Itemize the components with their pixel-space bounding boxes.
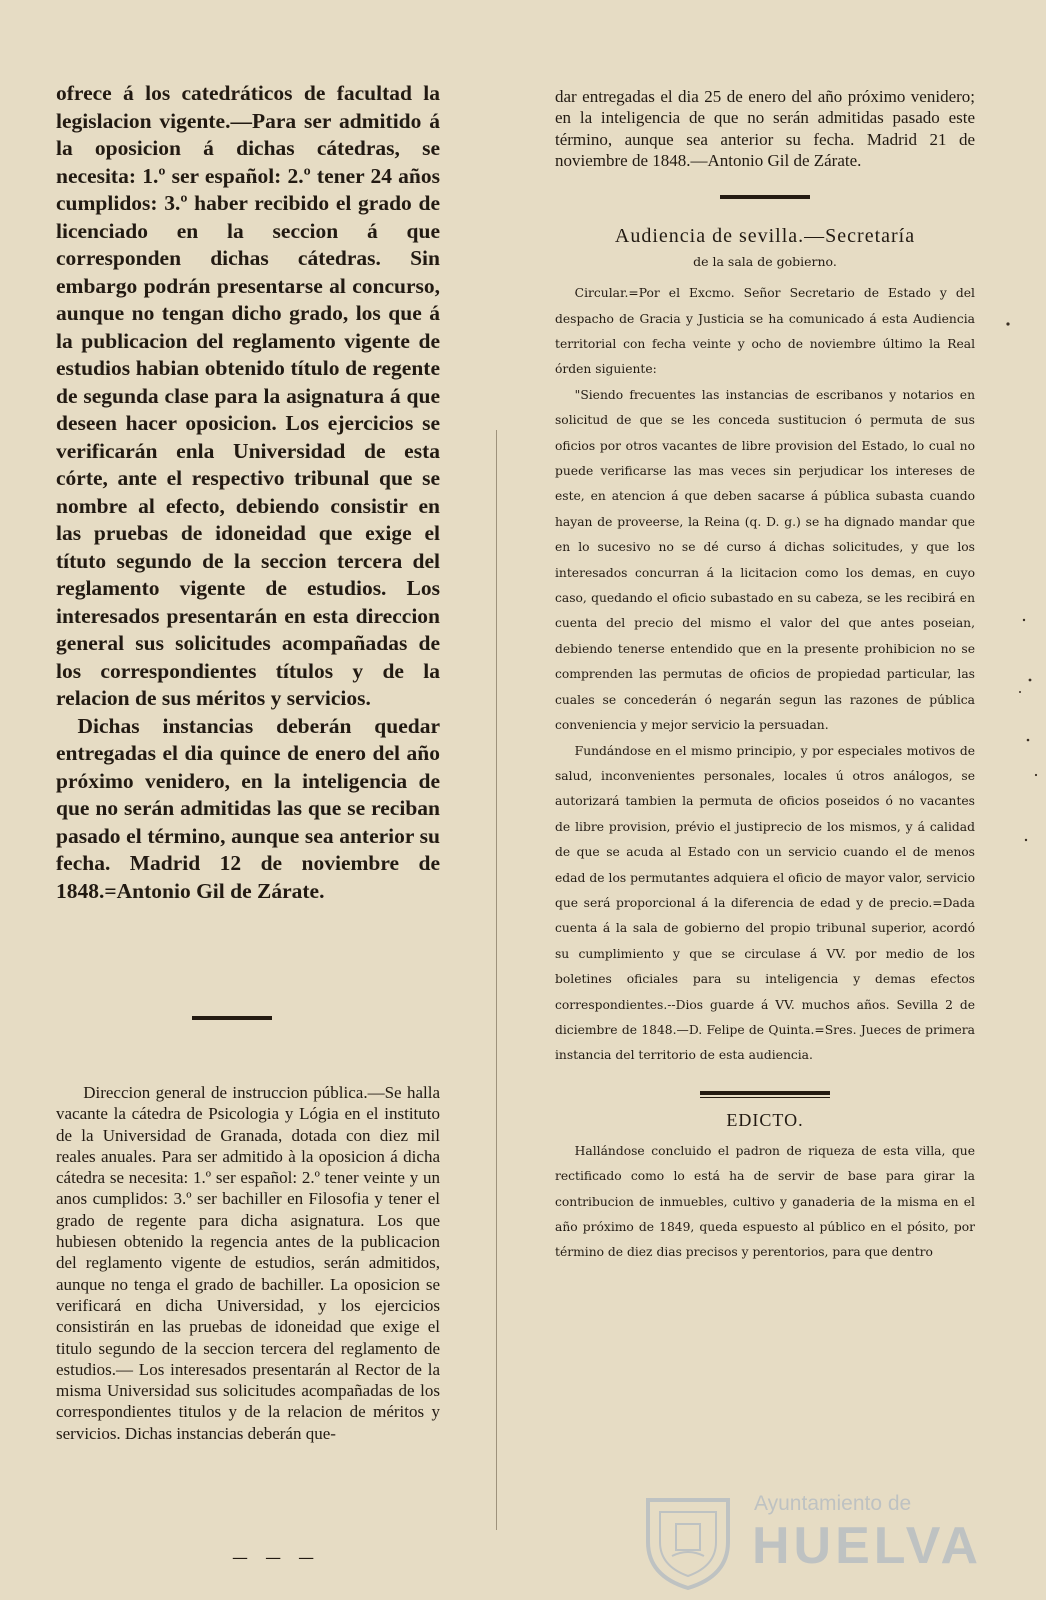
edict-separator-rule xyxy=(700,1091,830,1095)
edict-title: EDICTO. xyxy=(726,1109,804,1130)
huelva-city-seal-icon xyxy=(636,1490,740,1590)
instruccion-publica-notice: Direccion general de instruccion pública.—Se halla vacante la cátedra de Psicologia y Lógia en el instituto de la Universidad de Granada, dotada con diez mil reales anuales. Para ser admitido à la oposicion á dicha cátedra se necesita: 1.º ser español: 2.º tener veinte y un anos cumplidos: 3.º ser bachiller en Filosofia y tener el grado de regente para dicha asignatura. Los que hubiesen obtenido la regencia antes de la publicacion del reglamento vigente de estudios, serán admitidos, aunque no tenga el grado de bachiller. La oposicion se verificará en dicha Universidad, y los ejercicios consistirán en las pruebas de idoneidad que exige el titulo segundo de la seccion tercera del reglamento de estudios.— Los interesados presentarán al Rector de la misma Universidad sus solicitudes acompañadas de los correspondientes titulos y de la relacion de méritos y servicios. Dichas instancias deberán que- xyxy=(56,1083,440,1443)
bottom-dashes: — — — xyxy=(232,1548,321,1567)
right-continuation: dar entregadas el dia 25 de enero del año próximo venidero; en la inteligencia de que no serán admitidas pasado este término, aunque sea anterior su fecha. Madrid 21 de noviembre de 1848.—Antonio Gil de Zárate. xyxy=(555,87,975,170)
section-subtitle: de la sala de gobierno. xyxy=(693,254,837,270)
watermark-line-2: HUELVA xyxy=(752,1517,983,1575)
left-second-notice xyxy=(56,1082,440,1444)
edict-text: Hallándose concluido el padron de riqueza de esta villa, que rectificado como lo está ha de servir de base para girar la contribucion de inmuebles, cultivo y ganaderia de la misma en el año próximo de 1849, queda espuesto al público en el pósito, por término de diez dias precisos y perentorios, para que dentro xyxy=(555,1143,975,1260)
edict-separator-thin-rule xyxy=(700,1097,830,1098)
left-column xyxy=(56,80,440,905)
watermark xyxy=(636,1490,983,1590)
fundandose-paragraph: Fundándose en el mismo principio, y por especiales motivos de salud, inconvenientes personales, locales ú otros análogos, se autorizará tambien la permuta de oficios poseidos ó no vacantes de libre provision, prévio el justiprecio de los mismos, y á calidad de que se acuda al Estado con un servicio cuando el de menos edad de los permutantes adquiera el oficio de mayor valor, servicio que será proporcional á la diferencia de edad y de precio.=Dada cuenta á la sala de gobierno del propio tribunal superior, acordó su cumplimiento y que se circulase á VV. por medio de los boletines oficiales para su inteligencia y demas efectos correspondientes.--Dios guarde á VV. muchos años. Sevilla 2 de diciembre de 1848.—D. Felipe de Quinta.=Sres. Jueces de primera instancia del territorio de esta audiencia. xyxy=(555,743,975,1063)
column-divider xyxy=(496,430,497,1530)
section-title: Audiencia de sevilla.—Secretaría xyxy=(614,225,916,248)
left-paragraph-2: Dichas instancias deberán quedar entregadas el dia quince de enero del año próximo venidero, en la inteligencia de que no serán admitidas las que se reciban pasado el término, aunque sea anterior su fecha. Madrid 12 de noviembre de 1848.=Antonio Gil de Zárate. xyxy=(56,713,440,903)
right-separator-rule xyxy=(720,195,810,199)
right-column xyxy=(555,86,975,1266)
circular-paragraph: Circular.=Por el Excmo. Señor Secretario de Estado y del despacho de Gracia y Justicia se ha comunicado á esta Audiencia territorial con fecha veinte y ocho de noviembre último la Real órden siguiente: xyxy=(555,286,975,377)
left-separator-rule xyxy=(192,1016,272,1020)
watermark-line-1: Ayuntamiento de xyxy=(754,1492,912,1515)
left-paragraph-1: ofrece á los catedráticos de facultad la legislacion vigente.—Para ser admitido á la oposicion á dichas cátedras, se necesita: 1.º ser español: 2.º tener 24 años cumplidos: 3.º haber recibido el grado de licenciado en la seccion á que corresponden dichas cátedras. Sin embargo podrán presentarse al concurso, aunque no tengan dicho grado, los que á la publicacion del reglamento vigente de estudios habian obtenido título de regente de segunda clase para la asignatura á que deseen hacer oposicion. Los ejercicios se verificarán enla Universidad de esta córte, ante el respectivo tribunal que se nombre al efecto, debiendo consistir en las pruebas de idoneidad que exige el títuto segundo de la seccion tercera del reglamento vigente de estudios. Los interesados presentarán en esta direccion general sus solicitudes acompañadas de los correspondientes títulos y de la relacion de sus méritos y servicios. xyxy=(56,81,440,710)
real-orden-paragraph: "Siendo frecuentes las instancias de escribanos y notarios en solicitud de que se les conceda sustitucion ó permuta de sus oficios por otros vacantes de libre provision del Estado, lo cual no puede verificarse las mas veces sin perjudicar los intereses de este, en atencion á que deben sacarse á pública subasta cuando hayan de proveerse, la Reina (q. D. g.) se ha dignado mandar que en lo sucesivo no se dé curso á dichas solicitudes, y que los interesados concurran á la licitacion como los demas, en cuyo caso, quedando el oficio subastado en su cabeza, se les recibirá en cuenta del precio del mismo el valor del que antes poseian, debiendo tenerse entendido que en la presente prohibicion no se comprenden las permutas de oficios de propiedad particular, las cuales se concederán ó negarán segun las razones de pública conveniencia y mejor servicio la persuadan. xyxy=(555,387,975,733)
margin-specks xyxy=(1002,320,1042,880)
